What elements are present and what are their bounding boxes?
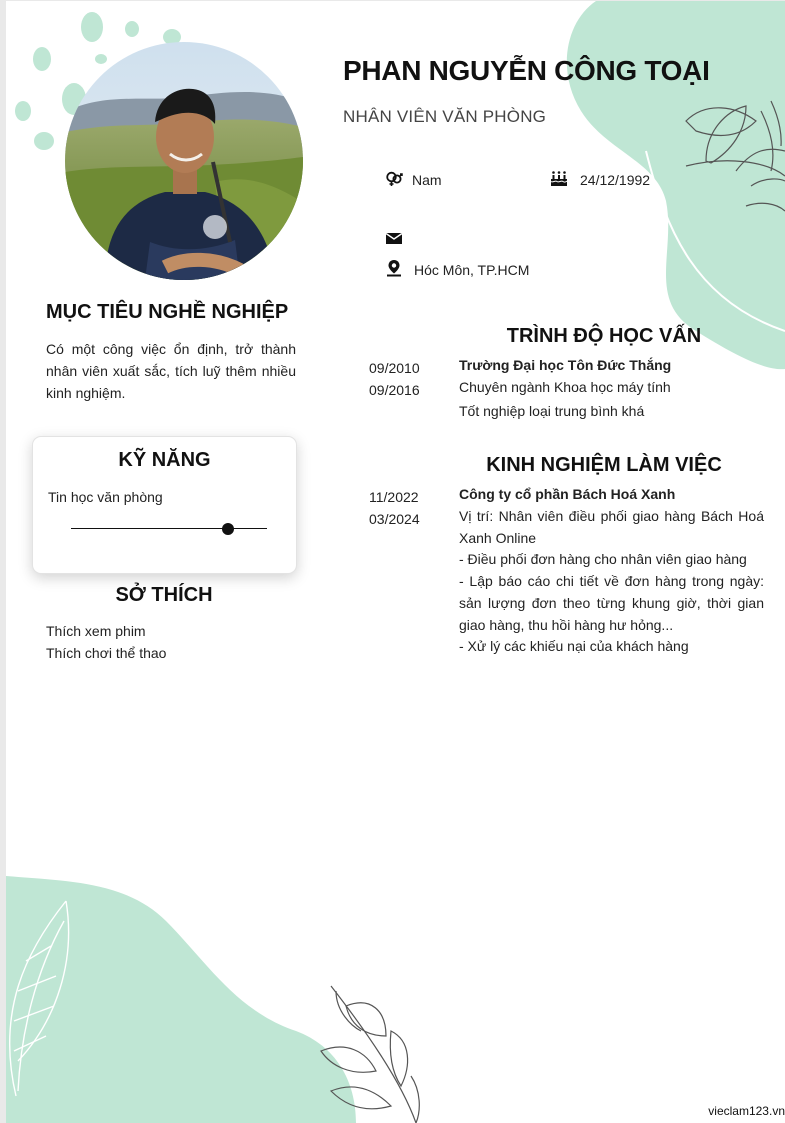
education-title: TRÌNH ĐỘ HỌC VẤN	[506, 325, 702, 347]
education-end-date: 09/2016	[369, 382, 420, 398]
envelope-icon	[385, 229, 403, 252]
map-pin-icon	[385, 259, 403, 282]
hobby-item: Thích chơi thể thao	[46, 645, 167, 661]
experience-title: KINH NGHIỆM LÀM VIỆC	[486, 454, 722, 476]
experience-end-date: 03/2024	[369, 511, 420, 527]
experience-start-date: 11/2022	[369, 489, 419, 505]
education-major: Chuyên ngành Khoa học máy tính	[459, 379, 671, 395]
birthday-cake-icon	[550, 169, 568, 192]
gender-value: Nam	[412, 172, 442, 188]
cv-page	[6, 1, 785, 1123]
education-result: Tốt nghiệp loại trung bình khá	[459, 403, 645, 419]
skill-name: Tin học văn phòng	[48, 489, 163, 505]
full-name: PHAN NGUYỄN CÔNG TOẠI	[343, 55, 710, 86]
footer-watermark[interactable]: vieclam123.vn	[708, 1104, 785, 1118]
education-start-date: 09/2010	[369, 360, 420, 376]
experience-position: Vị trí: Nhân viên điều phối giao hàng Bách Hoá Xanh Online	[459, 508, 764, 546]
objective-title: MỤC TIÊU NGHỀ NGHIỆP	[46, 301, 289, 323]
experience-company: Công ty cổ phần Bách Hoá Xanh	[459, 486, 676, 502]
hobby-item: Thích xem phim	[46, 623, 146, 639]
gender-icon	[385, 170, 403, 193]
skills-card	[32, 436, 297, 574]
hobbies-title: SỞ THÍCH	[115, 584, 213, 606]
experience-duty: - Điều phối đơn hàng cho nhân viên giao hàng	[459, 551, 747, 567]
skill-level-track	[71, 528, 267, 529]
skill-level-dot	[222, 523, 234, 535]
education-school: Trường Đại học Tôn Đức Thắng	[459, 357, 672, 373]
address-value: Hóc Môn, TP.HCM	[414, 262, 530, 278]
objective-text: Có một công việc ổn định, trở thành nhân viên xuất sắc, tích luỹ thêm nhiều kinh nghiệm.	[46, 341, 296, 401]
experience-duty: - Lập báo cáo chi tiết về đơn hàng trong ngày: sản lượng đơn theo từng khung giờ, thời gian giao hàng, thu hồi hàng hư hỏng...	[459, 573, 764, 633]
profile-photo	[65, 42, 303, 280]
birthday-value: 24/12/1992	[580, 172, 651, 188]
skills-title: KỸ NĂNG	[118, 449, 211, 471]
experience-duty: - Xử lý các khiếu nại của khách hàng	[459, 638, 689, 654]
job-title: NHÂN VIÊN VĂN PHÒNG	[343, 107, 547, 126]
bottom-left-blob	[6, 876, 356, 1123]
